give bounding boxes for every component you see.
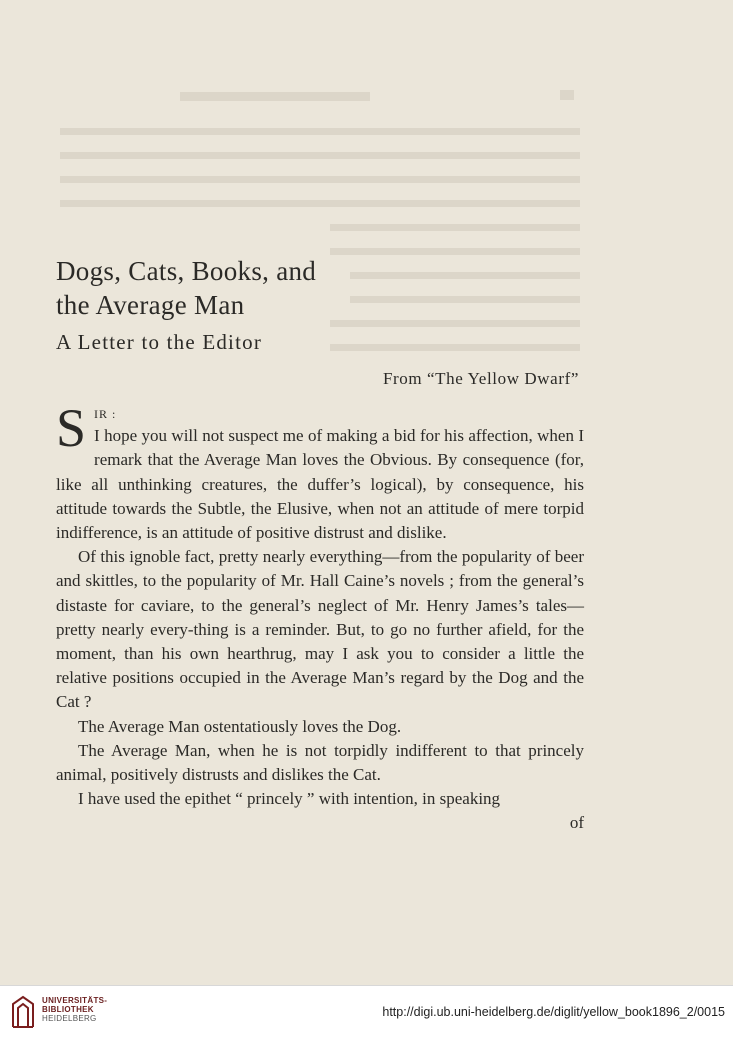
library-name-line-2: BIBLIOTHEK	[42, 1005, 94, 1014]
source-attribution: From “The Yellow Dwarf”	[382, 369, 579, 388]
catchword: of	[569, 813, 584, 833]
paragraph-3: The Average Man ostentatiously loves the Dog.	[78, 716, 402, 736]
drop-cap: S	[56, 398, 87, 458]
article-subtitle: A Letter to the Editor	[56, 330, 263, 354]
library-name-line-3: HEIDELBERG	[42, 1014, 97, 1023]
paragraph-5: I have used the epithet “ princely ” with intention, in speaking	[78, 789, 501, 809]
title-line-2: the Average Man	[56, 290, 245, 320]
library-name[interactable]	[42, 996, 107, 1023]
letter-body	[56, 398, 584, 836]
paragraph-2: Of this ignoble fact, pretty nearly everything—from the popularity of beer and skittles, to the popularity of Mr. Hall Caine’s novels ; from the general’s distaste for caviare, to the general’s neglect of Mr. Henry James’s tales—pretty nearly every-thing is a reminder. But, to go no further afield, for the moment, than his own hearthrug, may I ask you to consider a little the relative positions occupied in the Average Man’s regard by the Dog and the Cat ?	[56, 547, 584, 712]
title-line-1: Dogs, Cats, Books, and	[56, 256, 317, 286]
salutation-rest: IR :	[94, 407, 117, 421]
article-title	[56, 254, 316, 322]
viewer-footer	[0, 985, 733, 1040]
permalink-url[interactable]: http://digi.ub.uni-heidelberg.de/diglit/yellow_book1896_2/0015	[382, 1005, 725, 1019]
paragraph-4: The Average Man, when he is not torpidly indifferent to that princely animal, positively distrusts and dislikes the Cat.	[56, 740, 584, 785]
library-logo-icon[interactable]	[10, 994, 36, 1030]
library-name-line-1: UNIVERSITÄTS-	[42, 996, 108, 1005]
paragraph-1: I hope you will not suspect me of making a bid for his affection, when I remark that the Average Man loves the Obvious. By consequence (for, like all unthinking creatures, the duffer’s logical), by consequence, his attitude towards the Subtle, the Elusive, when not an attitude of mere torpid indifference, is an attitude of positive distrust and dislike.	[56, 426, 584, 543]
opening-paragraph	[56, 398, 584, 545]
